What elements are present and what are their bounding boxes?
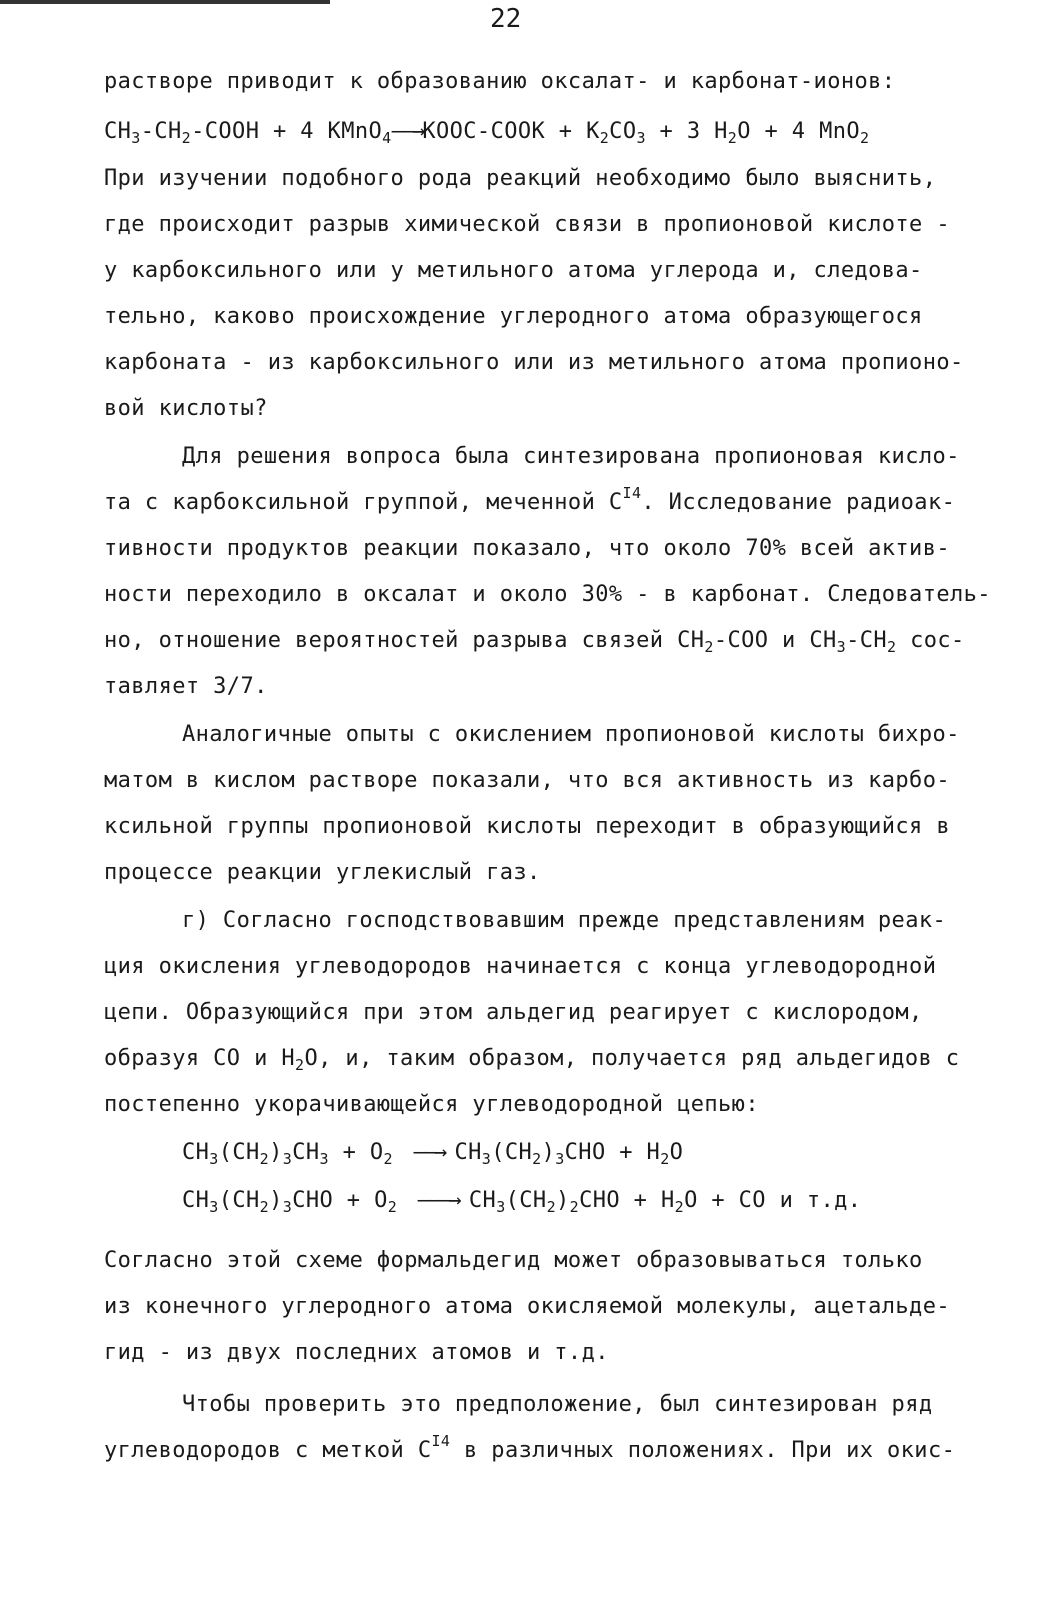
text-line: но, отношение вероятностей разрыва связей $CH_2$-COO и $CH_3-CH_2$ сос- xyxy=(104,628,965,656)
text-line: Для решения вопроса была синтезирована пропионовая кисло- xyxy=(182,444,960,469)
text-line: Согласно этой схеме формальдегид может образовываться только xyxy=(104,1248,923,1273)
text-line: где происходит разрыв химической связи в пропионовой кислоте - xyxy=(104,212,950,237)
text-line: процессе реакции углекислый газ. xyxy=(104,860,541,885)
text-line: тельно, каково происхождение углеродного атома образующегося xyxy=(104,304,923,329)
text-line: ности переходило в оксалат и около 30% - в карбонат. Следователь- xyxy=(104,582,991,607)
page-number: 22 xyxy=(490,4,522,34)
text-line: цепи. Образующийся при этом альдегид реагирует с кислородом, xyxy=(104,1000,923,1025)
text-line: тивности продуктов реакции показало, что около 70% всей актив- xyxy=(104,536,950,561)
text-line: из конечного углеродного атома окисляемой молекулы, ацетальде- xyxy=(104,1294,950,1319)
text-line: При изучении подобного рода реакций необходимо было выяснить, xyxy=(104,166,937,191)
text-line: тавляет 3/7. xyxy=(104,674,268,699)
text-line: постепенно укорачивающейся углеводородной цепью: xyxy=(104,1092,759,1117)
text-line: ция окисления углеводородов начинается с конца углеводородной xyxy=(104,954,937,979)
text-line: Аналогичные опыты с окислением пропионовой кислоты бихро- xyxy=(182,722,960,747)
text-line: г) Согласно господствовавшим прежде представлениям реак- xyxy=(182,908,947,933)
text-line: карбоната - из карбоксильного или из метильного атома пропионо- xyxy=(104,350,964,375)
header-rule xyxy=(0,0,330,4)
equation-2: $CH_3(CH_2)_3CH_3 + O_2$ ——→ $CH_3(CH_2)_3CHO + H_2O$ xyxy=(182,1140,684,1168)
text-line: у карбоксильного или у метильного атома углерода и, следова- xyxy=(104,258,923,283)
equation-1: $CH_3-CH_2$-COOH + 4 KMnO$_4$——→KOOC-COOK + $K_2CO_3 + 3$ $H_2O + 4$ MnO$_2$ xyxy=(104,119,870,147)
text-line: матом в кислом растворе показали, что вся активность из карбо- xyxy=(104,768,950,793)
text-line: растворе приводит к образованию оксалат- и карбонат-ионов: xyxy=(104,69,896,94)
text-line: Чтобы проверить это предположение, был синтезирован ряд xyxy=(182,1392,933,1417)
text-line: вой кислоты? xyxy=(104,396,268,421)
text-line: углеводородов с меткой $C^{I4}$ в различных положениях. При их окис- xyxy=(104,1432,956,1463)
text-line: образуя CO и $H_2O$, и, таким образом, получается ряд альдегидов с xyxy=(104,1046,960,1074)
text-line: ксильной группы пропионовой кислоты переходит в образующийся в xyxy=(104,814,950,839)
equation-3: $CH_3(CH_2)_3CHO + O_2$ ———→ $CH_3(CH_2)_2CHO + H_2O$ + CO и т.д. xyxy=(182,1188,862,1216)
text-line: та с карбоксильной группой, меченной $C^{I4}$. Исследование радиоак- xyxy=(104,484,956,515)
text-line: гид - из двух последних атомов и т.д. xyxy=(104,1340,609,1365)
